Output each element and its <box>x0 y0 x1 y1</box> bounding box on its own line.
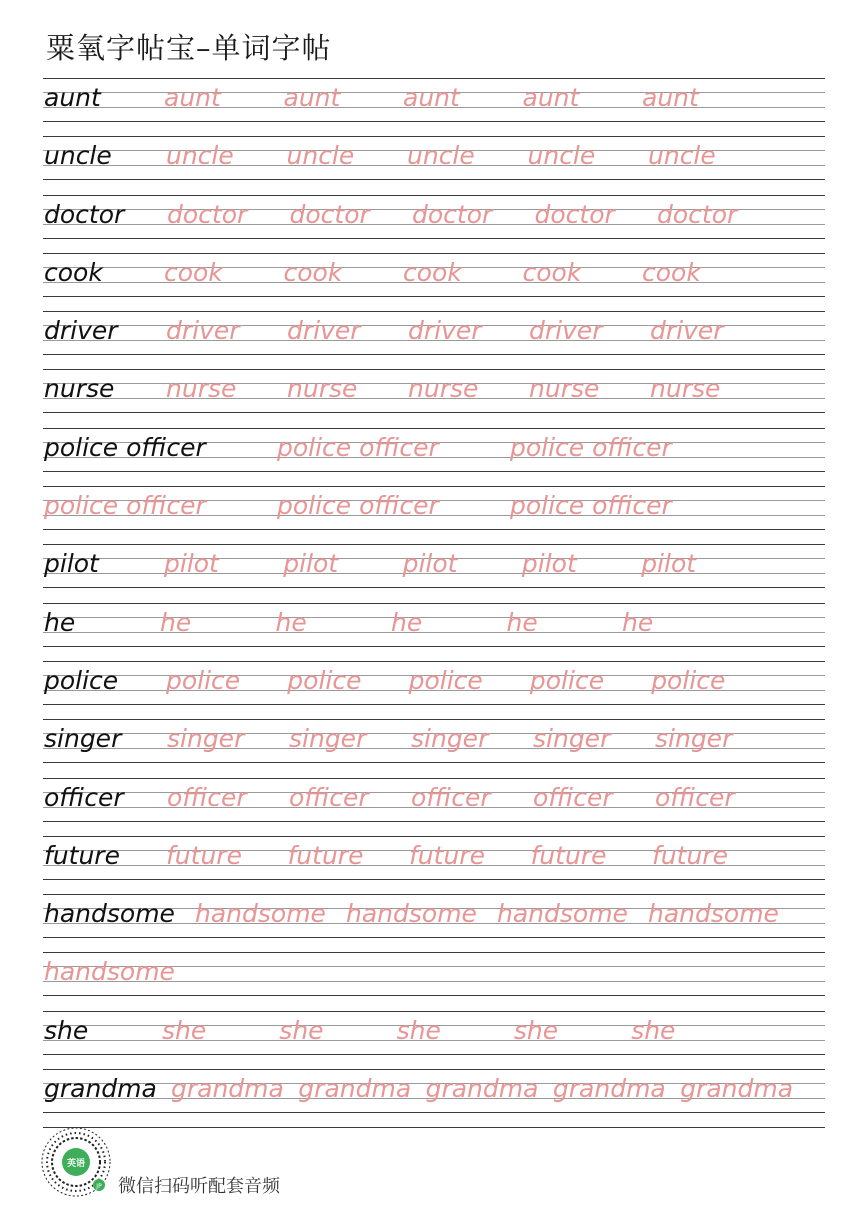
trace-word: driver <box>287 316 361 346</box>
guide-line <box>43 1054 825 1055</box>
trace-word: future <box>652 840 728 870</box>
trace-word: driver <box>650 316 724 346</box>
guide-line <box>43 646 825 647</box>
trace-word: cook <box>283 257 343 287</box>
trace-word: future <box>287 840 364 870</box>
guide-line <box>43 544 825 545</box>
trace-word: uncle <box>166 141 234 171</box>
trace-word: pilot <box>164 549 219 579</box>
guide-line <box>43 937 825 938</box>
trace-word: police officer <box>277 432 439 462</box>
model-word: he <box>44 607 76 637</box>
model-word: officer <box>44 782 124 812</box>
practice-row <box>43 486 825 544</box>
trace-word: uncle <box>286 141 355 171</box>
trace-word: singer <box>167 724 245 754</box>
practice-row <box>43 195 825 253</box>
guide-line <box>43 836 825 837</box>
row-words <box>44 723 825 755</box>
practice-row <box>43 719 825 777</box>
practice-row <box>43 428 825 486</box>
guide-line <box>43 253 825 254</box>
guide-line <box>43 821 825 822</box>
practice-row <box>43 603 825 661</box>
trace-word: grandma <box>680 1074 794 1104</box>
trace-word: grandma <box>171 1074 284 1104</box>
practice-row <box>43 544 825 602</box>
practice-row <box>43 369 825 427</box>
trace-word: he <box>160 607 192 637</box>
practice-row <box>43 253 825 311</box>
trace-word: nurse <box>408 374 479 404</box>
guide-line <box>43 121 825 122</box>
row-words <box>44 1015 825 1047</box>
trace-word: uncle <box>407 141 475 171</box>
row-words <box>44 373 825 405</box>
trace-word: uncle <box>527 141 596 171</box>
guide-line <box>43 238 825 239</box>
trace-word: future <box>166 840 242 870</box>
row-words <box>44 257 825 289</box>
trace-word: doctor <box>657 199 738 229</box>
trace-word: aunt <box>164 83 221 112</box>
model-word: police <box>44 665 119 695</box>
practice-row <box>43 136 825 194</box>
model-word: aunt <box>44 83 101 112</box>
guide-line <box>43 311 825 312</box>
trace-word: officer <box>411 782 491 812</box>
trace-word: doctor <box>289 199 370 229</box>
trace-word: nurse <box>529 374 600 404</box>
model-word: singer <box>44 724 122 754</box>
guide-line <box>43 661 825 662</box>
guide-line <box>43 428 825 429</box>
guide-line <box>43 762 825 763</box>
model-word: she <box>44 1015 89 1045</box>
footer-caption: 微信扫码听配套音频 <box>118 1176 280 1197</box>
guide-line <box>43 195 825 196</box>
trace-word: he <box>622 607 654 637</box>
page-title: 粟氧字帖宝–单词字帖 <box>46 31 332 65</box>
practice-row <box>43 78 825 136</box>
badge-label: 英语 <box>66 1159 86 1169</box>
model-word: grandma <box>44 1074 157 1104</box>
trace-word: officer <box>533 782 613 812</box>
closing-baseline <box>43 1127 825 1128</box>
row-words <box>44 898 825 930</box>
guide-line <box>43 486 825 487</box>
row-words <box>44 199 825 231</box>
trace-word: police <box>287 665 362 695</box>
trace-word: doctor <box>412 199 493 229</box>
trace-word: police officer <box>44 491 206 521</box>
trace-word: future <box>530 840 607 870</box>
trace-word: aunt <box>642 83 699 112</box>
trace-word: she <box>513 1015 559 1045</box>
trace-word: handsome <box>195 899 326 929</box>
guide-line <box>43 704 825 705</box>
trace-word: officer <box>167 782 247 812</box>
row-words <box>44 432 825 464</box>
trace-word: singer <box>289 724 367 754</box>
practice-row <box>43 894 825 952</box>
trace-word: pilot <box>641 549 697 579</box>
trace-word: police <box>651 665 726 695</box>
trace-word: driver <box>408 316 482 346</box>
trace-word: singer <box>655 724 733 754</box>
trace-word: nurse <box>166 374 237 404</box>
model-word: uncle <box>44 141 112 171</box>
trace-word: officer <box>289 782 369 812</box>
guide-line <box>43 1112 825 1113</box>
trace-word: pilot <box>283 549 339 579</box>
trace-word: cook <box>403 257 462 287</box>
trace-word: grandma <box>552 1074 666 1104</box>
model-word: pilot <box>44 549 99 579</box>
practice-row <box>43 661 825 719</box>
guide-line <box>43 296 825 297</box>
trace-word: he <box>275 607 307 637</box>
practice-row <box>43 778 825 836</box>
trace-word: police officer <box>510 432 672 462</box>
guide-line <box>43 369 825 370</box>
guide-line <box>43 354 825 355</box>
trace-word: cook <box>522 257 582 287</box>
guide-line <box>43 879 825 880</box>
row-words <box>44 140 825 172</box>
trace-word: driver <box>166 316 240 346</box>
trace-word: police <box>408 665 483 695</box>
row-words <box>44 82 825 114</box>
trace-word: she <box>279 1015 324 1045</box>
guide-line <box>43 1011 825 1012</box>
trace-word: singer <box>533 724 611 754</box>
model-word: future <box>44 840 120 870</box>
trace-word: grandma <box>425 1074 539 1104</box>
practice-row <box>43 836 825 894</box>
trace-word: officer <box>655 782 735 812</box>
row-words <box>44 665 825 697</box>
row-words <box>44 782 825 814</box>
practice-row <box>43 311 825 369</box>
guide-line <box>43 719 825 720</box>
trace-word: police officer <box>277 491 439 521</box>
trace-word: police <box>166 665 241 695</box>
trace-word: she <box>396 1015 441 1045</box>
guide-line <box>43 529 825 530</box>
trace-word: cook <box>164 257 223 287</box>
trace-word: handsome <box>648 899 779 929</box>
model-word: nurse <box>44 374 115 404</box>
guide-line <box>43 78 825 79</box>
model-word: police officer <box>44 432 206 462</box>
row-words <box>44 315 825 347</box>
row-words <box>44 548 825 580</box>
guide-line <box>43 995 825 996</box>
model-word: handsome <box>44 899 175 929</box>
trace-word: cook <box>642 257 701 287</box>
row-words <box>44 607 825 639</box>
trace-word: aunt <box>403 83 460 112</box>
model-word: driver <box>44 316 118 346</box>
trace-word: she <box>631 1015 676 1045</box>
trace-word: pilot <box>402 549 458 579</box>
guide-line <box>43 894 825 895</box>
trace-word: nurse <box>650 374 721 404</box>
trace-word: singer <box>411 724 489 754</box>
trace-word: grandma <box>298 1074 412 1104</box>
guide-line <box>43 952 825 953</box>
trace-word: doctor <box>167 199 248 229</box>
trace-word: handsome <box>44 957 175 987</box>
guide-line <box>43 412 825 413</box>
badge-sub-label: JP <box>96 1183 102 1190</box>
guide-line <box>43 471 825 472</box>
practice-row <box>43 952 825 1010</box>
trace-word: handsome <box>346 899 477 929</box>
trace-word: nurse <box>287 374 358 404</box>
guide-line <box>43 1069 825 1070</box>
trace-word: he <box>391 607 423 637</box>
trace-word: he <box>506 607 538 637</box>
trace-word: aunt <box>522 83 580 112</box>
guide-line <box>43 136 825 137</box>
trace-word: doctor <box>534 199 615 229</box>
trace-word: aunt <box>283 83 341 112</box>
trace-word: pilot <box>521 549 577 579</box>
guide-line <box>43 603 825 604</box>
trace-word: driver <box>529 316 603 346</box>
trace-word: police officer <box>510 491 672 521</box>
model-word: doctor <box>44 199 125 229</box>
row-words <box>44 840 825 872</box>
practice-row <box>43 1069 825 1127</box>
guide-line <box>43 179 825 180</box>
practice-row <box>43 1011 825 1069</box>
trace-word: police <box>529 665 605 695</box>
guide-line <box>43 587 825 588</box>
row-words <box>44 956 825 988</box>
practice-sheet <box>43 78 825 1128</box>
qr-code[interactable] <box>41 1127 111 1197</box>
trace-word: she <box>162 1015 207 1045</box>
trace-word: uncle <box>648 141 716 171</box>
row-words <box>44 1073 825 1105</box>
trace-word: future <box>409 840 485 870</box>
trace-word: handsome <box>497 899 628 929</box>
row-words <box>44 490 825 522</box>
guide-line <box>43 778 825 779</box>
model-word: cook <box>44 257 103 287</box>
